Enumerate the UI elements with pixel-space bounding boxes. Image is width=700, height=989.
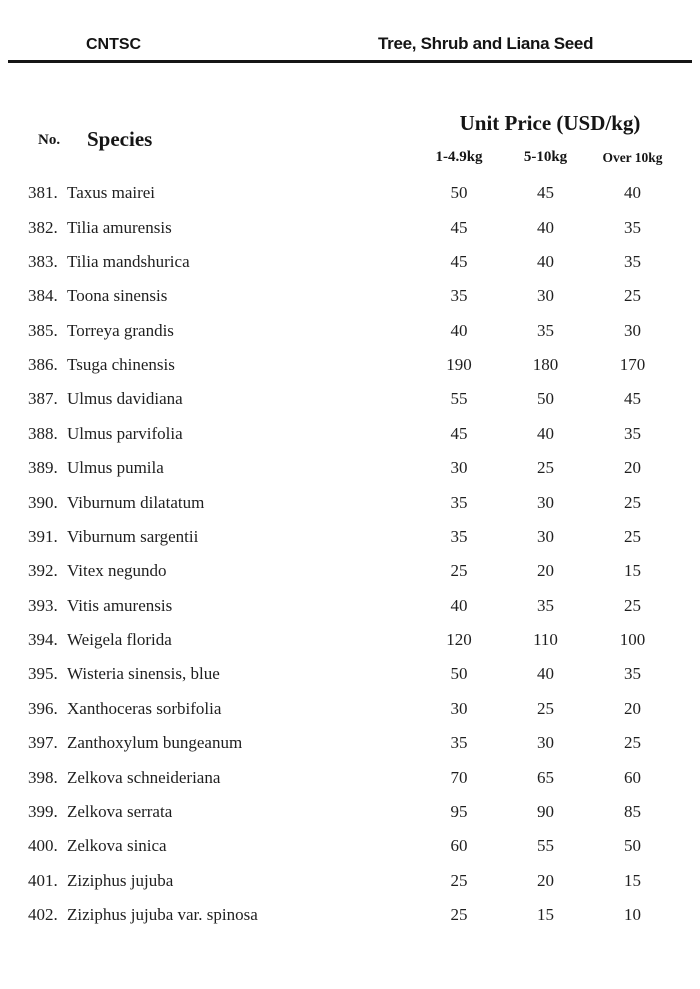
species-name: Ziziphus jujuba: [67, 870, 174, 890]
table-body: [0, 176, 700, 932]
table-row: [0, 657, 700, 691]
price-over-10kg: 85: [624, 801, 641, 821]
table-row: [0, 382, 700, 416]
species-name: Zelkova serrata: [67, 801, 173, 821]
table-row: [0, 314, 700, 348]
price-1-4.9kg: 120: [446, 630, 472, 650]
table-row: [0, 760, 700, 794]
row-number: 391.: [28, 526, 58, 546]
table-row: [0, 554, 700, 588]
species-name: Taxus mairei: [67, 183, 156, 203]
price-over-10kg: 45: [624, 389, 641, 409]
price-1-4.9kg: 45: [450, 423, 468, 443]
price-over-10kg: 15: [624, 561, 641, 581]
price-1-4.9kg: 55: [450, 389, 468, 409]
row-number: 390.: [28, 492, 58, 512]
price-1-4.9kg: 190: [446, 355, 472, 375]
species-name: Tsuga chinensis: [67, 355, 175, 375]
price-1-4.9kg: 25: [450, 870, 468, 890]
row-number: 399.: [28, 801, 58, 821]
species-name: Wisteria sinensis, blue: [67, 664, 220, 684]
price-1-4.9kg: 50: [450, 664, 468, 684]
table-row: [0, 829, 700, 863]
price-1-4.9kg: 30: [450, 698, 468, 718]
table-row: [0, 417, 700, 451]
species-name: Zelkova sinica: [67, 836, 167, 856]
row-number: 384.: [28, 286, 58, 306]
price-over-10kg: 35: [624, 251, 641, 271]
row-number: 381.: [28, 183, 58, 203]
species-name: Torreya grandis: [67, 320, 174, 340]
price-5-10kg: 30: [537, 492, 554, 512]
price-over-10kg: 30: [624, 320, 641, 340]
price-5-10kg: 65: [537, 767, 554, 787]
price-5-10kg: 30: [537, 733, 554, 753]
row-number: 393.: [28, 595, 58, 615]
price-1-4.9kg: 35: [450, 526, 468, 546]
price-5-10kg: 40: [537, 664, 554, 684]
species-name: Zanthoxylum bungeanum: [67, 733, 243, 753]
price-5-10kg: 25: [537, 698, 554, 718]
price-1-4.9kg: 50: [450, 183, 468, 203]
header-document-title: Tree, Shrub and Liana Seed: [378, 34, 594, 53]
price-5-10kg: 20: [537, 561, 554, 581]
table-row: [0, 795, 700, 829]
table-row: [0, 245, 700, 279]
price-over-10kg: 25: [624, 492, 641, 512]
table-row: [0, 348, 700, 382]
price-5-10kg: 35: [537, 595, 554, 615]
table-row: [0, 485, 700, 519]
price-5-10kg: 25: [537, 458, 554, 478]
price-1-4.9kg: 30: [450, 458, 468, 478]
species-name: Tilia mandshurica: [67, 251, 190, 271]
species-name: Tilia amurensis: [67, 217, 172, 237]
row-number: 382.: [28, 217, 58, 237]
species-name: Ulmus parvifolia: [67, 423, 183, 443]
price-over-10kg: 35: [624, 217, 641, 237]
header-brand: CNTSC: [86, 36, 142, 53]
species-name: Vitis amurensis: [67, 595, 173, 615]
price-1-4.9kg: 70: [450, 767, 468, 787]
price-1-4.9kg: 95: [450, 801, 468, 821]
column-header-species: Species: [87, 127, 153, 151]
price-1-4.9kg: 40: [450, 595, 468, 615]
species-name: Ulmus pumila: [67, 458, 164, 478]
price-over-10kg: 170: [619, 355, 646, 375]
column-header-price-over-10kg: Over 10kg: [602, 150, 663, 165]
table-row: [0, 176, 700, 210]
price-over-10kg: 25: [624, 733, 641, 753]
price-over-10kg: 25: [624, 595, 641, 615]
column-header-price-5-10kg: 5-10kg: [523, 149, 568, 165]
price-over-10kg: 60: [624, 767, 641, 787]
price-5-10kg: 90: [537, 801, 554, 821]
row-number: 386.: [28, 355, 58, 375]
table-row: [0, 520, 700, 554]
species-name: Vitex negundo: [67, 561, 167, 581]
price-1-4.9kg: 45: [450, 217, 468, 237]
price-over-10kg: 50: [624, 836, 641, 856]
price-5-10kg: 35: [537, 320, 554, 340]
species-name: Weigela florida: [67, 630, 172, 650]
row-number: 401.: [28, 870, 58, 890]
table-row: [0, 692, 700, 726]
table-row: [0, 864, 700, 898]
table-row: [0, 451, 700, 485]
header-rule: [8, 60, 692, 63]
table-row: [0, 898, 700, 932]
table-row: [0, 210, 700, 244]
price-1-4.9kg: 40: [450, 320, 468, 340]
column-header-no: No.: [38, 132, 61, 148]
row-number: 397.: [28, 733, 58, 753]
price-5-10kg: 40: [537, 423, 554, 443]
price-5-10kg: 50: [537, 389, 554, 409]
row-number: 387.: [28, 389, 58, 409]
price-5-10kg: 180: [532, 355, 559, 375]
species-name: Ulmus davidiana: [67, 389, 183, 409]
species-name: Toona sinensis: [67, 286, 168, 306]
price-over-10kg: 20: [624, 698, 641, 718]
table-row: [0, 726, 700, 760]
price-5-10kg: 110: [533, 630, 558, 650]
price-over-10kg: 100: [619, 630, 646, 650]
column-header-price-1-4.9kg: 1-4.9kg: [435, 149, 483, 165]
column-header-unit-price: Unit Price (USD/kg): [459, 111, 641, 135]
table-row: [0, 589, 700, 623]
species-name: Viburnum dilatatum: [67, 492, 205, 512]
row-number: 383.: [28, 251, 58, 271]
price-1-4.9kg: 25: [450, 905, 468, 925]
species-name: Viburnum sargentii: [67, 526, 199, 546]
price-over-10kg: 35: [624, 664, 641, 684]
price-over-10kg: 25: [624, 286, 641, 306]
price-5-10kg: 30: [537, 286, 554, 306]
row-number: 400.: [28, 836, 58, 856]
price-over-10kg: 35: [624, 423, 641, 443]
price-5-10kg: 45: [537, 183, 554, 203]
price-over-10kg: 15: [624, 870, 641, 890]
table-row: [0, 279, 700, 313]
table-row: [0, 623, 700, 657]
price-1-4.9kg: 25: [450, 561, 468, 581]
price-5-10kg: 40: [537, 251, 554, 271]
row-number: 398.: [28, 767, 58, 787]
row-number: 402.: [28, 905, 58, 925]
price-over-10kg: 20: [624, 458, 641, 478]
price-over-10kg: 10: [624, 905, 641, 925]
row-number: 396.: [28, 698, 58, 718]
row-number: 385.: [28, 320, 58, 340]
price-1-4.9kg: 35: [450, 733, 468, 753]
row-number: 394.: [28, 630, 58, 650]
price-5-10kg: 20: [537, 870, 554, 890]
price-5-10kg: 55: [537, 836, 554, 856]
price-5-10kg: 15: [537, 905, 554, 925]
row-number: 388.: [28, 423, 58, 443]
price-5-10kg: 30: [537, 526, 554, 546]
price-1-4.9kg: 35: [450, 286, 468, 306]
row-number: 389.: [28, 458, 58, 478]
price-5-10kg: 40: [537, 217, 554, 237]
price-over-10kg: 40: [624, 183, 641, 203]
price-1-4.9kg: 45: [450, 251, 468, 271]
species-name: Xanthoceras sorbifolia: [67, 698, 222, 718]
price-over-10kg: 25: [624, 526, 641, 546]
price-1-4.9kg: 35: [450, 492, 468, 512]
species-name: Ziziphus jujuba var. spinosa: [67, 905, 258, 925]
row-number: 392.: [28, 561, 58, 581]
species-name: Zelkova schneideriana: [67, 767, 221, 787]
price-1-4.9kg: 60: [450, 836, 468, 856]
row-number: 395.: [28, 664, 58, 684]
